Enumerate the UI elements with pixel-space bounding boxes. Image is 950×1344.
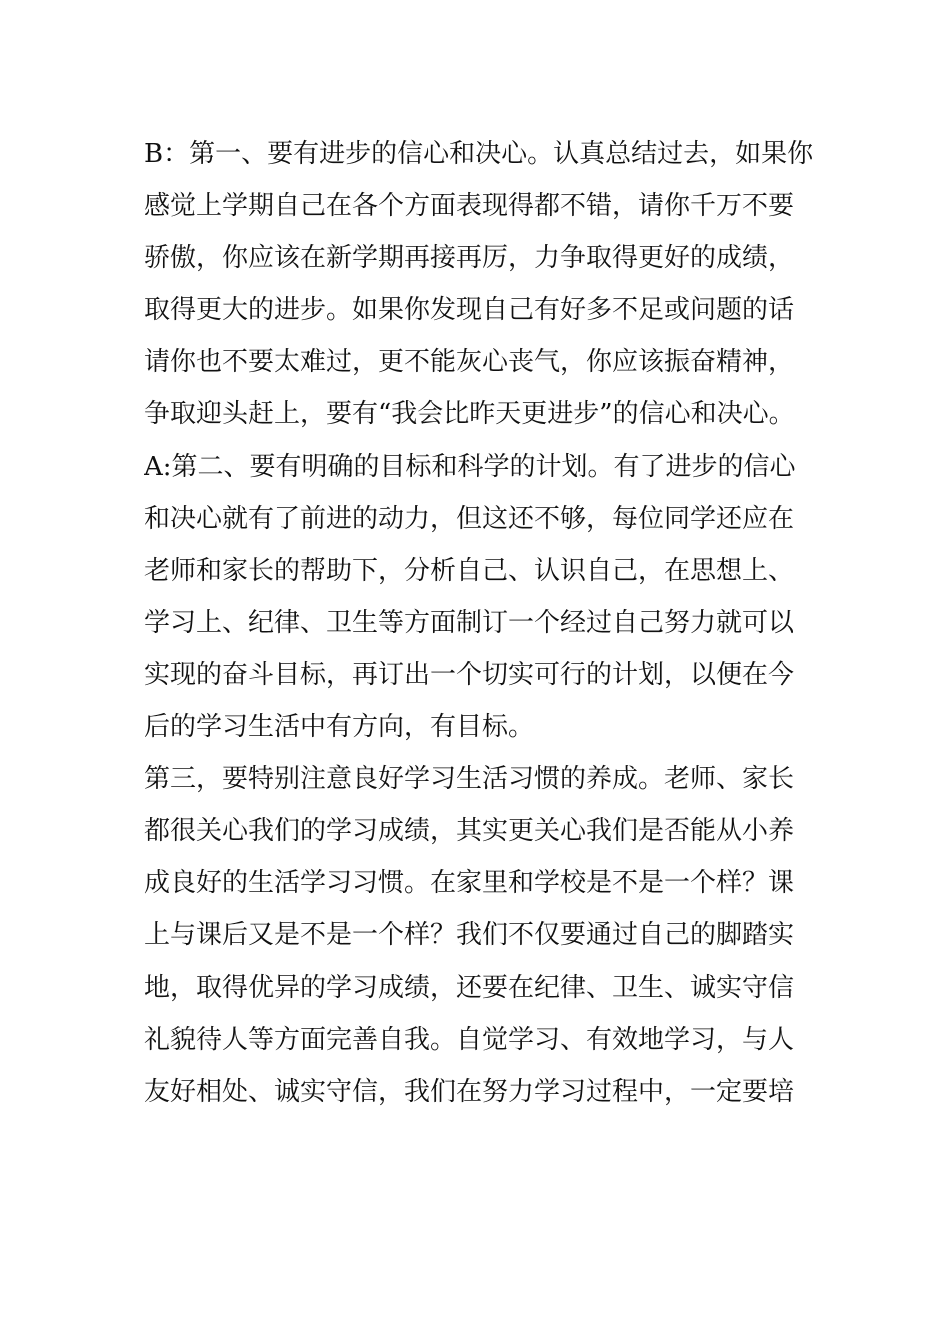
text-line: 上与课后又是不是一个样？我们不仅要通过自己的脚踏实 <box>144 920 795 951</box>
text-line: 骄傲，你应该在新学期再接再厉，力争取得更好的成绩， <box>144 243 795 274</box>
text-line: 友好相处、诚实守信，我们在努力学习过程中，一定要培 <box>144 1076 795 1107</box>
text-line: 成良好的生活学习习惯。在家里和学校是不是一个样？课 <box>144 868 795 899</box>
text-line: 和决心就有了前进的动力，但这还不够，每位同学还应在 <box>144 503 795 534</box>
text-line: 第三，要特别注意良好学习生活习惯的养成。老师、家长 <box>144 764 795 795</box>
text-line: A:第二、要有明确的目标和科学的计划。有了进步的信心 <box>144 451 796 482</box>
body-text <box>144 128 824 1118</box>
text-line: 取得更大的进步。如果你发现自己有好多不足或问题的话 <box>144 295 795 326</box>
text-line: 感觉上学期自己在各个方面表现得都不错，请你千万不要 <box>144 191 795 222</box>
text-line: 礼貌待人等方面完善自我。自觉学习、有效地学习，与人 <box>144 1024 795 1055</box>
text-line: 地，取得优异的学习成绩，还要在纪律、卫生、诚实守信 <box>144 972 795 1003</box>
text-line: 老师和家长的帮助下，分析自己、认识自己，在思想上、 <box>144 555 795 586</box>
text-line: 都很关心我们的学习成绩，其实更关心我们是否能从小养 <box>144 816 795 847</box>
text-line: 请你也不要太难过，更不能灰心丧气，你应该振奋精神， <box>144 347 795 378</box>
text-line: B：第一、要有进步的信心和决心。认真总结过去，如果你 <box>144 139 814 169</box>
text-line: 后的学习生活中有方向，有目标。 <box>144 712 535 743</box>
text-line: 实现的奋斗目标，再订出一个切实可行的计划，以便在今 <box>144 659 795 690</box>
text-line: 争取迎头赶上，要有“我会比昨天更进步”的信心和决心。 <box>144 399 795 430</box>
text-line: 学习上、纪律、卫生等方面制订一个经过自己努力就可以 <box>144 607 795 638</box>
